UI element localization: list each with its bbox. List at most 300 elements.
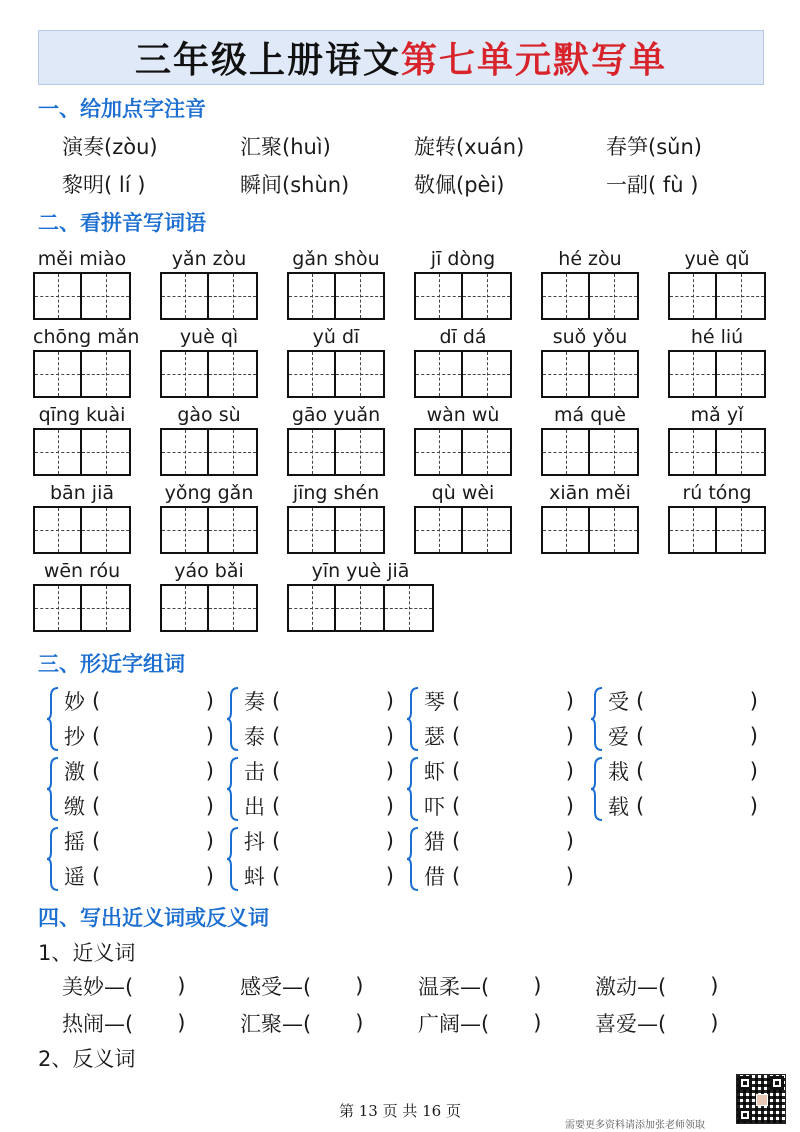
pinyin-label: yǔ dī [312, 326, 360, 348]
paren-close: ) [205, 829, 214, 853]
brace-icon [46, 686, 60, 752]
synonym-item[interactable] [595, 971, 718, 1001]
similar-char: 击 [244, 760, 265, 784]
brace-icon [226, 826, 240, 892]
character-box[interactable] [463, 350, 512, 398]
writing-grid [668, 506, 766, 554]
paren-close: ) [385, 864, 394, 888]
pair-line [64, 754, 214, 788]
character-box[interactable] [33, 506, 82, 554]
writing-grid [414, 428, 512, 476]
character-box[interactable] [668, 272, 717, 320]
character-box[interactable] [336, 428, 385, 476]
word-blank[interactable] [92, 794, 214, 818]
pinyin-word [160, 404, 258, 476]
pinyin-word [541, 404, 639, 476]
pair-line [424, 684, 574, 718]
paren-close: ) [710, 1011, 719, 1035]
synonym-word: 激动—( [595, 975, 667, 999]
writing-grid [160, 428, 258, 476]
word-blank[interactable] [452, 829, 574, 853]
character-box[interactable] [463, 428, 512, 476]
character-box[interactable] [160, 506, 209, 554]
paren-close: ) [177, 1011, 186, 1035]
brace-icon [590, 686, 604, 752]
character-box[interactable] [336, 350, 385, 398]
synonym-item[interactable] [418, 971, 541, 1001]
word-blank[interactable] [92, 864, 214, 888]
synonym-item[interactable] [240, 971, 363, 1001]
paren-close: ) [385, 724, 394, 748]
pair-line [608, 684, 758, 718]
paren-close: ) [385, 759, 394, 783]
character-box[interactable] [287, 272, 336, 320]
char-pair [226, 824, 396, 894]
writing-grid [414, 272, 512, 320]
pinyin-word [287, 248, 385, 320]
synonym-item[interactable] [418, 1008, 541, 1038]
pinyin-label: yǎn zòu [171, 248, 247, 270]
writing-grid [541, 350, 639, 398]
word-blank[interactable] [272, 724, 394, 748]
pinyin-item: 瞬间(shùn) [240, 173, 350, 197]
character-box[interactable] [590, 272, 639, 320]
paren-open: ( [92, 829, 101, 853]
pair-line [424, 789, 574, 823]
writing-grid [33, 506, 131, 554]
paren-close: ) [177, 974, 186, 998]
paren-open: ( [272, 689, 281, 713]
character-box[interactable] [287, 428, 336, 476]
paren-close: ) [385, 829, 394, 853]
paren-open: ( [92, 724, 101, 748]
paren-close: ) [205, 759, 214, 783]
paren-open: ( [272, 759, 281, 783]
pair-line [424, 754, 574, 788]
synonym-word: 广阔—( [418, 1012, 490, 1036]
synonym-word: 感受—( [240, 975, 312, 999]
pinyin-word [668, 326, 766, 398]
synonym-word: 热闹—( [62, 1012, 134, 1036]
paren-open: ( [92, 689, 101, 713]
writing-grid [668, 428, 766, 476]
pair-line [64, 684, 214, 718]
synonym-word: 美妙—( [62, 975, 134, 999]
similar-char: 琴 [424, 690, 445, 714]
word-blank[interactable] [272, 759, 394, 783]
pinyin-label: yǒng gǎn [164, 482, 254, 504]
character-box[interactable] [160, 272, 209, 320]
word-blank[interactable] [636, 794, 758, 818]
character-box[interactable] [668, 350, 717, 398]
character-box[interactable] [590, 350, 639, 398]
similar-char: 抖 [244, 830, 265, 854]
pinyin-word [668, 482, 766, 554]
pinyin-label: suǒ yǒu [552, 326, 628, 348]
pinyin-word [160, 482, 258, 554]
paren-close: ) [565, 794, 574, 818]
char-pair [46, 754, 216, 824]
writing-grid [541, 506, 639, 554]
writing-grid [33, 428, 131, 476]
pinyin-item: 春笋(sǔn) [606, 135, 702, 159]
character-box[interactable] [209, 428, 258, 476]
pinyin-label: gǎn shòu [292, 248, 380, 270]
paren-close: ) [749, 689, 758, 713]
character-box[interactable] [336, 584, 385, 632]
writing-grid [160, 272, 258, 320]
paren-close: ) [533, 1011, 542, 1035]
page-number: 第 13 页 共 16 页 [338, 1102, 461, 1120]
character-box[interactable] [82, 584, 131, 632]
pair-line [608, 719, 758, 753]
word-blank[interactable] [272, 689, 394, 713]
character-box[interactable] [385, 584, 434, 632]
writing-grid [287, 506, 385, 554]
paren-close: ) [355, 1011, 364, 1035]
character-box[interactable] [541, 428, 590, 476]
word-blank[interactable] [636, 689, 758, 713]
paren-open: ( [272, 794, 281, 818]
paren-open: ( [636, 724, 645, 748]
character-box[interactable] [82, 428, 131, 476]
similar-char: 瑟 [424, 725, 445, 749]
pinyin-word [541, 482, 639, 554]
pinyin-word [668, 248, 766, 320]
brace-icon [46, 756, 60, 822]
character-box[interactable] [209, 584, 258, 632]
pinyin-label: wēn róu [43, 560, 121, 582]
paren-open: ( [92, 864, 101, 888]
paren-close: ) [710, 974, 719, 998]
character-box[interactable] [287, 584, 336, 632]
synonym-word: 喜爱—( [595, 1012, 667, 1036]
pair-line [244, 859, 394, 893]
pinyin-label: má què [554, 404, 626, 426]
character-box[interactable] [33, 428, 82, 476]
pinyin-word [33, 404, 131, 476]
character-box[interactable] [336, 272, 385, 320]
pinyin-word [414, 248, 512, 320]
pair-line [424, 824, 574, 858]
paren-close: ) [565, 759, 574, 783]
writing-grid [414, 506, 512, 554]
character-box[interactable] [33, 272, 82, 320]
paren-close: ) [565, 864, 574, 888]
paren-close: ) [533, 974, 542, 998]
paren-open: ( [452, 724, 461, 748]
footer-note: 需要更多资料请添加张老师领取 [565, 1120, 705, 1131]
similar-char: 出 [244, 795, 265, 819]
character-box[interactable] [287, 506, 336, 554]
synonyms-label: 1、近义词 [38, 941, 136, 965]
character-box[interactable] [717, 506, 766, 554]
pair-line [424, 859, 574, 893]
writing-grid [287, 350, 385, 398]
synonym-word: 汇聚—( [240, 1012, 312, 1036]
brace-icon [406, 826, 420, 892]
paren-open: ( [636, 794, 645, 818]
similar-char: 载 [608, 795, 629, 819]
char-pair [406, 824, 576, 894]
pair-line [244, 824, 394, 858]
similar-char: 爱 [608, 725, 629, 749]
pinyin-label: hé zòu [558, 248, 622, 270]
section-4-heading: 四、写出近义词或反义词 [38, 905, 269, 930]
writing-grid [33, 272, 131, 320]
similar-char: 吓 [424, 795, 445, 819]
pinyin-word [33, 248, 131, 320]
pinyin-label: qīng kuài [38, 404, 126, 426]
character-box[interactable] [82, 506, 131, 554]
pinyin-label: dī dá [439, 326, 487, 348]
character-box[interactable] [541, 506, 590, 554]
pinyin-label: yuè qǔ [684, 248, 750, 270]
paren-close: ) [565, 724, 574, 748]
paren-close: ) [749, 759, 758, 783]
similar-char: 借 [424, 865, 445, 889]
character-box[interactable] [414, 506, 463, 554]
similar-char: 栽 [608, 760, 629, 784]
pinyin-label: bān jiā [50, 482, 114, 504]
writing-grid [287, 584, 434, 632]
pinyin-word [160, 248, 258, 320]
character-box[interactable] [668, 428, 717, 476]
similar-char: 受 [608, 690, 629, 714]
paren-close: ) [205, 864, 214, 888]
brace-icon [590, 756, 604, 822]
writing-grid [287, 428, 385, 476]
character-box[interactable] [82, 272, 131, 320]
pinyin-word [33, 560, 131, 632]
character-box[interactable] [590, 506, 639, 554]
brace-icon [226, 686, 240, 752]
word-blank[interactable] [92, 724, 214, 748]
character-box[interactable] [717, 428, 766, 476]
paren-close: ) [355, 974, 364, 998]
brace-icon [406, 756, 420, 822]
paren-open: ( [272, 724, 281, 748]
character-box[interactable] [414, 428, 463, 476]
paren-close: ) [385, 689, 394, 713]
pair-line [244, 684, 394, 718]
paren-close: ) [749, 794, 758, 818]
pinyin-word [287, 404, 385, 476]
character-box[interactable] [160, 428, 209, 476]
writing-grid [160, 350, 258, 398]
pinyin-label: rú tóng [682, 482, 752, 504]
paren-open: ( [452, 759, 461, 783]
pinyin-word [287, 560, 434, 632]
writing-grid [33, 584, 131, 632]
pinyin-item: 黎明( lí ) [62, 173, 146, 197]
word-blank[interactable] [452, 759, 574, 783]
character-box[interactable] [463, 506, 512, 554]
word-blank[interactable] [452, 864, 574, 888]
similar-char: 猎 [424, 830, 445, 854]
pinyin-item: 旋转(xuán) [414, 135, 525, 159]
char-pair [406, 684, 576, 754]
word-blank[interactable] [452, 689, 574, 713]
pinyin-word [414, 482, 512, 554]
similar-char: 摇 [64, 830, 85, 854]
character-box[interactable] [414, 350, 463, 398]
pinyin-label: měi miào [37, 248, 127, 270]
pinyin-word [541, 326, 639, 398]
pair-line [64, 789, 214, 823]
character-box[interactable] [209, 506, 258, 554]
pinyin-label: wàn wù [426, 404, 500, 426]
pinyin-label: jī dòng [430, 248, 496, 270]
pinyin-label: xiān měi [549, 482, 631, 504]
section-1-heading: 一、给加点字注音 [38, 96, 206, 121]
paren-open: ( [272, 864, 281, 888]
synonym-item[interactable] [595, 1008, 718, 1038]
synonym-item[interactable] [62, 971, 185, 1001]
paren-open: ( [452, 864, 461, 888]
word-blank[interactable] [272, 794, 394, 818]
word-blank[interactable] [272, 829, 394, 853]
character-box[interactable] [541, 272, 590, 320]
paren-open: ( [636, 759, 645, 783]
writing-grid [33, 350, 139, 398]
paren-open: ( [92, 794, 101, 818]
char-pair [46, 824, 216, 894]
char-pair [590, 754, 760, 824]
pinyin-label: mǎ yǐ [690, 404, 744, 426]
char-pair [46, 684, 216, 754]
pinyin-label: chōng mǎn [33, 326, 140, 348]
word-blank[interactable] [636, 759, 758, 783]
paren-open: ( [452, 794, 461, 818]
pinyin-word [414, 404, 512, 476]
pinyin-item: 汇聚(huì) [240, 135, 331, 159]
paren-close: ) [205, 724, 214, 748]
writing-grid [668, 350, 766, 398]
pinyin-label: yuè qì [179, 326, 239, 348]
pinyin-word [414, 326, 512, 398]
character-box[interactable] [463, 272, 512, 320]
character-box[interactable] [209, 272, 258, 320]
paren-close: ) [205, 689, 214, 713]
word-blank[interactable] [452, 794, 574, 818]
pair-line [244, 789, 394, 823]
char-pair [406, 754, 576, 824]
brace-icon [406, 686, 420, 752]
brace-icon [226, 756, 240, 822]
title-part-2: 第七单元默写单 [401, 39, 668, 81]
similar-char: 激 [64, 760, 85, 784]
char-pair [226, 754, 396, 824]
pair-line [244, 719, 394, 753]
pinyin-label: gào sù [177, 404, 241, 426]
pinyin-label: jīng shén [292, 482, 380, 504]
pinyin-word [287, 326, 385, 398]
pair-line [64, 859, 214, 893]
pair-line [424, 719, 574, 753]
paren-close: ) [565, 689, 574, 713]
word-blank[interactable] [452, 724, 574, 748]
pair-line [64, 719, 214, 753]
pair-line [608, 789, 758, 823]
word-blank[interactable] [92, 829, 214, 853]
similar-char: 奏 [244, 690, 265, 714]
writing-grid [541, 428, 639, 476]
paren-close: ) [385, 794, 394, 818]
brace-icon [46, 826, 60, 892]
paren-close: ) [565, 829, 574, 853]
pinyin-label: qù wèi [431, 482, 495, 504]
word-blank[interactable] [92, 689, 214, 713]
character-box[interactable] [717, 350, 766, 398]
pinyin-item: 演奏(zòu) [62, 135, 158, 159]
pinyin-label: hé liú [690, 326, 744, 348]
paren-close: ) [749, 724, 758, 748]
word-blank[interactable] [636, 724, 758, 748]
page-title [38, 30, 764, 85]
similar-char: 缴 [64, 795, 85, 819]
pinyin-label: yīn yuè jiā [311, 560, 410, 582]
character-box[interactable] [668, 506, 717, 554]
paren-open: ( [272, 829, 281, 853]
character-box[interactable] [590, 428, 639, 476]
character-box[interactable] [33, 584, 82, 632]
pinyin-label: yáo bǎi [174, 560, 244, 582]
synonym-item[interactable] [240, 1008, 363, 1038]
character-box[interactable] [82, 350, 131, 398]
paren-open: ( [452, 689, 461, 713]
character-box[interactable] [33, 350, 82, 398]
writing-grid [160, 506, 258, 554]
similar-char: 妙 [64, 690, 85, 714]
similar-char: 蚪 [244, 865, 265, 889]
character-box[interactable] [717, 272, 766, 320]
word-blank[interactable] [272, 864, 394, 888]
character-box[interactable] [414, 272, 463, 320]
pinyin-word [541, 248, 639, 320]
qr-code-icon [736, 1074, 786, 1124]
character-box[interactable] [287, 350, 336, 398]
pinyin-word [160, 560, 258, 632]
pinyin-word [33, 326, 139, 398]
paren-open: ( [452, 829, 461, 853]
paren-close: ) [205, 794, 214, 818]
pair-line [244, 754, 394, 788]
character-box[interactable] [541, 350, 590, 398]
character-box[interactable] [209, 350, 258, 398]
writing-grid [668, 272, 766, 320]
character-box[interactable] [160, 584, 209, 632]
title-part-1: 三年级上册语文 [134, 39, 401, 81]
char-pair [590, 684, 760, 754]
character-box[interactable] [160, 350, 209, 398]
pinyin-word [287, 482, 385, 554]
writing-grid [160, 584, 258, 632]
word-blank[interactable] [92, 759, 214, 783]
pair-line [64, 824, 214, 858]
similar-char: 遥 [64, 865, 85, 889]
section-3-heading: 三、形近字组词 [38, 651, 185, 676]
synonym-item[interactable] [62, 1008, 185, 1038]
pinyin-word [668, 404, 766, 476]
writing-grid [414, 350, 512, 398]
pair-line [608, 754, 758, 788]
character-box[interactable] [336, 506, 385, 554]
writing-grid [287, 272, 385, 320]
pinyin-item: 敬佩(pèi) [414, 173, 505, 197]
pinyin-item: 一副( fù ) [606, 173, 699, 197]
char-pair [226, 684, 396, 754]
